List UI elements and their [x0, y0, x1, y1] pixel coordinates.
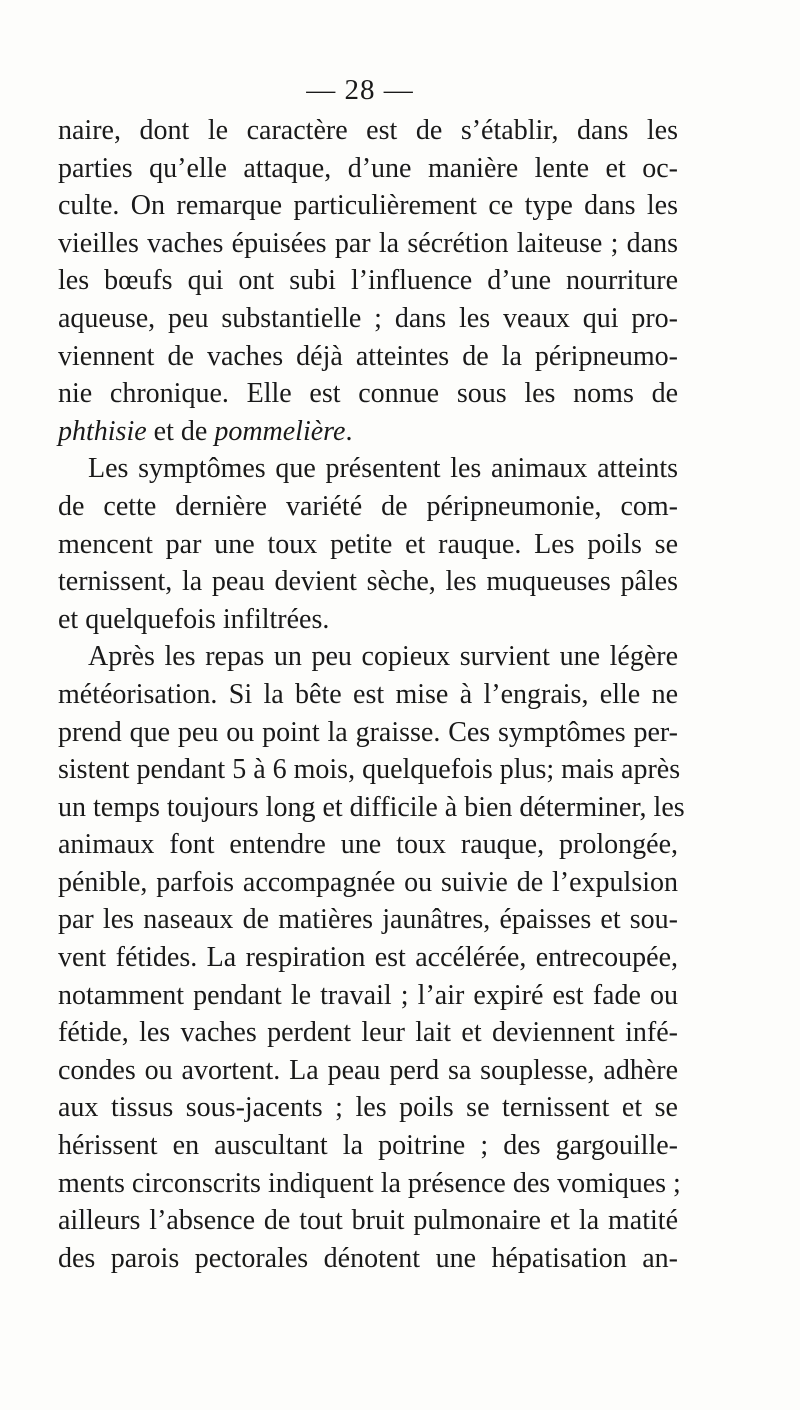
text-line: parties qu’elle attaque, d’une manière lente et oc- — [58, 152, 678, 184]
text-line: aqueuse, peu substantielle ; dans les veaux qui pro- — [58, 302, 678, 334]
text-line: les bœufs qui ont subi l’influence d’une nourriture — [58, 265, 678, 297]
text-line: vent fétides. La respiration est accélérée, entrecoupée, — [58, 942, 678, 974]
text-line: un temps toujours long et difficile à bien déterminer, les — [58, 791, 685, 823]
body-text — [58, 112, 685, 1277]
italic-term: phthisie — [58, 415, 147, 447]
text-line: animaux font entendre une toux rauque, prolongée, — [58, 829, 678, 861]
italic-term: pommelière — [214, 415, 346, 447]
text-line: mencent par une toux petite et rauque. Les poils se — [58, 528, 678, 560]
text-line: viennent de vaches déjà atteintes de la péripneumo- — [58, 340, 678, 372]
text-line — [58, 413, 678, 451]
page-number: — 28 — — [306, 74, 414, 106]
text-line: et quelquefois infiltrées. — [58, 603, 330, 635]
text-line: nie chronique. Elle est connue sous les noms de — [58, 378, 678, 410]
text-run: et de — [146, 415, 215, 447]
text-line: pénible, parfois accompagnée ou suivie de l’expulsion — [58, 866, 678, 898]
text-line: ternissent, la peau devient sèche, les muqueuses pâles — [58, 566, 678, 598]
text-line: ments circonscrits indiquent la présence des vomiques ; — [58, 1167, 681, 1199]
text-line: naire, dont le caractère est de s’établir, dans les — [58, 115, 678, 146]
text-line: hérissent en auscultant la poitrine ; des gargouille- — [58, 1130, 678, 1162]
text-line: de cette dernière variété de péripneumonie, com- — [58, 490, 678, 522]
text-line: Après les repas un peu copieux survient une légère — [88, 641, 678, 673]
text-line: par les naseaux de matières jaunâtres, épaisses et sou- — [58, 904, 678, 936]
text-line: culte. On remarque particulièrement ce type dans les — [58, 190, 678, 222]
text-line: notamment pendant le travail ; l’air expiré est fade ou — [58, 979, 678, 1011]
text-line: ailleurs l’absence de tout bruit pulmonaire et la matité — [58, 1205, 678, 1237]
text-run: . — [345, 415, 353, 447]
text-line: condes ou avortent. La peau perd sa souplesse, adhère — [58, 1054, 678, 1086]
text-line: des parois pectorales dénotent une hépatisation an- — [58, 1242, 678, 1274]
text-line: vieilles vaches épuisées par la sécrétion laiteuse ; dans — [58, 227, 678, 259]
text-line: sistent pendant 5 à 6 mois, quelquefois plus; mais après — [58, 754, 681, 786]
text-line: fétide, les vaches perdent leur lait et deviennent infé- — [58, 1017, 678, 1049]
text-line: météorisation. Si la bête est mise à l’engrais, elle ne — [58, 678, 678, 710]
text-line: prend que peu ou point la graisse. Ces symptômes per- — [58, 716, 678, 748]
text-line: Les symptômes que présentent les animaux atteints — [88, 453, 678, 485]
text-line: aux tissus sous-jacents ; les poils se ternissent et se — [58, 1092, 678, 1124]
